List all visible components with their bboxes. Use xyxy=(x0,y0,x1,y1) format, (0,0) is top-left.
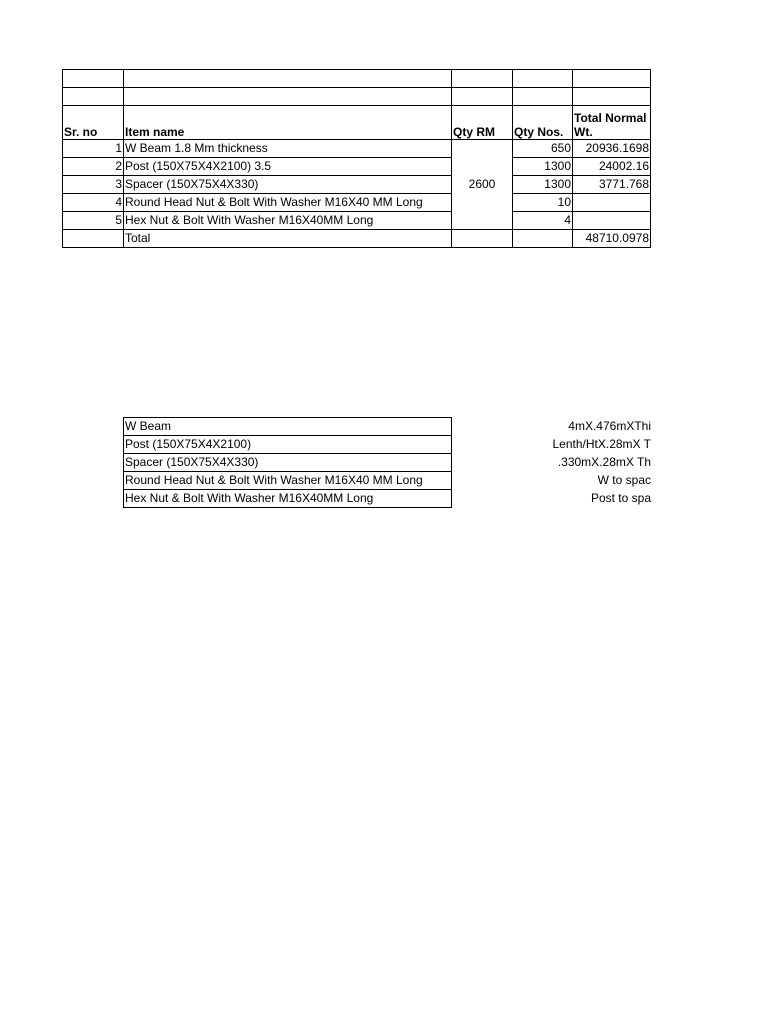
weight-cell[interactable]: 20936.1698 xyxy=(573,140,651,158)
total-weight[interactable]: 48710.0978 xyxy=(573,230,651,248)
reference-item-cell[interactable]: W Beam xyxy=(124,418,452,436)
total-label[interactable]: Total xyxy=(124,230,452,248)
qty-rm-merged-cell[interactable]: 2600 xyxy=(452,140,513,230)
weight-cell[interactable]: 3771.768 xyxy=(573,176,651,194)
dimension-note[interactable] xyxy=(452,489,651,507)
table-row xyxy=(63,194,651,212)
dimension-note[interactable] xyxy=(452,453,651,471)
weight-cell[interactable] xyxy=(573,212,651,230)
item-cell[interactable]: W Beam 1.8 Mm thickness xyxy=(124,140,452,158)
blank-row xyxy=(63,88,651,106)
item-cell[interactable]: Hex Nut & Bolt With Washer M16X40MM Long xyxy=(124,212,452,230)
bill-of-quantities-table xyxy=(62,69,651,248)
sr-cell[interactable]: 4 xyxy=(63,194,124,212)
weight-cell[interactable]: 24002.16 xyxy=(573,158,651,176)
header-item-name[interactable]: Item name xyxy=(124,106,452,140)
reference-items-table xyxy=(123,417,452,508)
total-row xyxy=(63,230,651,248)
qty-nos-cell[interactable]: 10 xyxy=(513,194,573,212)
dimension-note[interactable] xyxy=(452,435,651,453)
list-item xyxy=(124,436,452,454)
item-cell[interactable]: Spacer (150X75X4X330) xyxy=(124,176,452,194)
item-cell[interactable]: Round Head Nut & Bolt With Washer M16X40 MM Long xyxy=(124,194,452,212)
header-qty-rm[interactable]: Qty RM xyxy=(452,106,513,140)
list-item xyxy=(124,418,452,436)
dimension-note-text: Lenth/HtX.28mX T xyxy=(552,437,651,451)
header-total-wt[interactable] xyxy=(573,106,651,140)
header-row xyxy=(63,106,651,140)
dimension-note-text: W to spac xyxy=(597,473,651,487)
header-total-wt-line1: Total Normal xyxy=(574,111,647,125)
reference-item-cell[interactable]: Hex Nut & Bolt With Washer M16X40MM Long xyxy=(124,490,452,508)
dimension-note[interactable] xyxy=(452,471,651,489)
table-row xyxy=(63,212,651,230)
header-total-wt-line2: Wt. xyxy=(574,125,593,139)
qty-nos-cell[interactable]: 650 xyxy=(513,140,573,158)
reference-item-cell[interactable]: Spacer (150X75X4X330) xyxy=(124,454,452,472)
list-item xyxy=(124,490,452,508)
item-cell[interactable]: Post (150X75X4X2100) 3.5 xyxy=(124,158,452,176)
dimension-note[interactable] xyxy=(452,417,651,435)
reference-item-cell[interactable]: Round Head Nut & Bolt With Washer M16X40 MM Long xyxy=(124,472,452,490)
sr-cell[interactable]: 2 xyxy=(63,158,124,176)
sr-cell[interactable]: 5 xyxy=(63,212,124,230)
sr-cell[interactable]: 3 xyxy=(63,176,124,194)
qty-nos-cell[interactable]: 1300 xyxy=(513,176,573,194)
reference-item-cell[interactable]: Post (150X75X4X2100) xyxy=(124,436,452,454)
header-qty-nos[interactable]: Qty Nos. xyxy=(513,106,573,140)
header-sr-no[interactable]: Sr. no xyxy=(63,106,124,140)
dimension-note-text: .330mX.28mX Th xyxy=(557,455,651,469)
list-item xyxy=(124,454,452,472)
table-row xyxy=(63,158,651,176)
qty-nos-cell[interactable]: 4 xyxy=(513,212,573,230)
table-row xyxy=(63,140,651,158)
dimension-notes xyxy=(452,417,651,507)
blank-row xyxy=(63,70,651,88)
weight-cell[interactable] xyxy=(573,194,651,212)
sr-cell[interactable]: 1 xyxy=(63,140,124,158)
list-item xyxy=(124,472,452,490)
dimension-note-text: Post to spa xyxy=(590,491,651,505)
table-row xyxy=(63,176,651,194)
dimension-note-text: 4mX.476mXThi xyxy=(568,419,651,433)
qty-nos-cell[interactable]: 1300 xyxy=(513,158,573,176)
